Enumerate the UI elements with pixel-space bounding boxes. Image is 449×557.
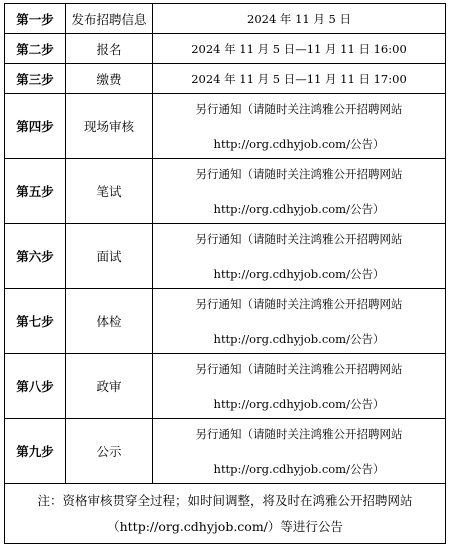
- notice-text: 另行通知（请随时关注鸿雅公开招聘网站: [195, 361, 403, 376]
- item-cell: 缴费: [66, 64, 153, 94]
- note-link-text: （http://org.cdhyjob.com/）等进行公告: [107, 518, 343, 534]
- step-cell: 第六步: [5, 224, 66, 289]
- step-cell: 第一步: [5, 4, 66, 34]
- note-cell: [5, 484, 446, 544]
- item-cell: 现场审核: [66, 94, 153, 159]
- recruitment-schedule: [4, 3, 445, 554]
- table-row: [5, 419, 446, 484]
- time-text: 2024 年 11 月 5 日—11 月 11 日 17:00: [191, 71, 407, 86]
- table-row: [5, 159, 446, 224]
- time-cell: [153, 64, 446, 94]
- step-cell: 第九步: [5, 419, 66, 484]
- table-row: [5, 64, 446, 94]
- notice-link-text: http://org.cdhyjob.com/公告）: [213, 136, 385, 151]
- notice-link-text: http://org.cdhyjob.com/公告）: [213, 331, 385, 346]
- item-cell: 体检: [66, 289, 153, 354]
- table-row: [5, 34, 446, 64]
- notice-text: 另行通知（请随时关注鸿雅公开招聘网站: [195, 231, 403, 246]
- table-row: [5, 289, 446, 354]
- step-cell: 第四步: [5, 94, 66, 159]
- notice-text: 另行通知（请随时关注鸿雅公开招聘网站: [195, 166, 403, 181]
- step-cell: 第三步: [5, 64, 66, 94]
- item-cell: 政审: [66, 354, 153, 419]
- time-text: 2024 年 11 月 5 日—11 月 11 日 16:00: [191, 41, 407, 56]
- table-row: [5, 224, 446, 289]
- step-cell: 第八步: [5, 354, 66, 419]
- note-row: [5, 484, 446, 544]
- step-cell: 第二步: [5, 34, 66, 64]
- table-row: [5, 4, 446, 34]
- item-cell: 公示: [66, 419, 153, 484]
- item-cell: 笔试: [66, 159, 153, 224]
- notice-link-text: http://org.cdhyjob.com/公告）: [213, 266, 385, 281]
- time-cell: [153, 224, 446, 289]
- notice-link-text: http://org.cdhyjob.com/公告）: [213, 201, 385, 216]
- time-cell: [153, 354, 446, 419]
- table-row: [5, 94, 446, 159]
- time-cell: [153, 419, 446, 484]
- time-cell: [153, 94, 446, 159]
- notice-link-text: http://org.cdhyjob.com/公告）: [213, 396, 385, 411]
- note-text: 注：资格审核贯穿全过程；如时间调整，将及时在鸿雅公开招聘网站: [37, 492, 413, 508]
- time-cell: [153, 34, 446, 64]
- table-row: [5, 354, 446, 419]
- time-cell: [153, 159, 446, 224]
- notice-text: 另行通知（请随时关注鸿雅公开招聘网站: [195, 296, 403, 311]
- time-cell: [153, 289, 446, 354]
- notice-text: 另行通知（请随时关注鸿雅公开招聘网站: [195, 101, 403, 116]
- time-cell: [153, 4, 446, 34]
- notice-link-text: http://org.cdhyjob.com/公告）: [213, 461, 385, 476]
- step-cell: 第七步: [5, 289, 66, 354]
- step-cell: 第五步: [5, 159, 66, 224]
- schedule-table: [4, 3, 446, 544]
- item-cell: 报名: [66, 34, 153, 64]
- time-text: 2024 年 11 月 5 日: [247, 11, 351, 26]
- item-cell: 面试: [66, 224, 153, 289]
- notice-text: 另行通知（请随时关注鸿雅公开招聘网站: [195, 426, 403, 441]
- item-cell: 发布招聘信息: [66, 4, 153, 34]
